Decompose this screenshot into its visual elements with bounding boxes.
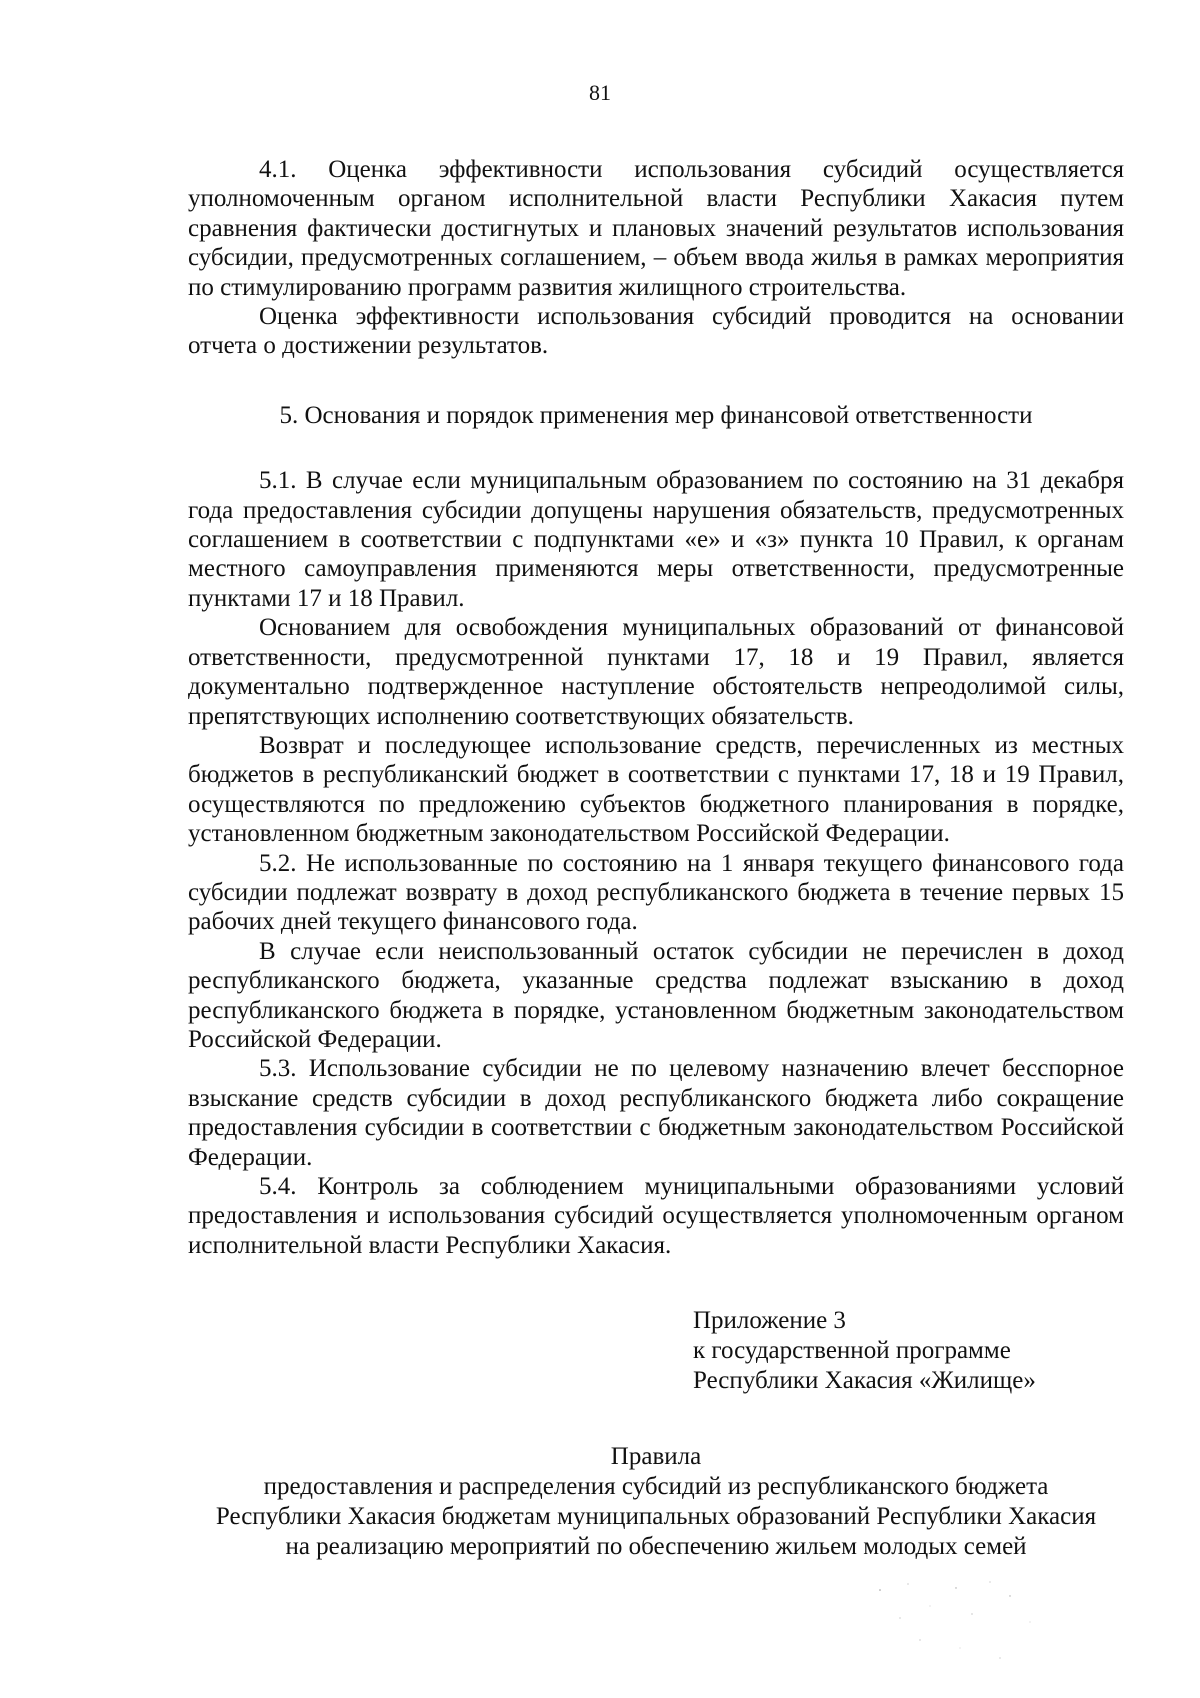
- paragraph-5-2: 5.2. Не использованные по состоянию на 1 января текущего финансового года субсидии подлежат возврату в доход республиканского бюджета в течение первых 15 рабочих дней текущего финансового года.: [188, 849, 1124, 936]
- rules-title-line-3: Республики Хакасия бюджетам муниципальных образований Республики Хакасия: [215, 1503, 1097, 1531]
- document-body: [188, 155, 1124, 1562]
- appendix-line-2: к государственной программе: [693, 1337, 1011, 1365]
- rules-title-line-4: на реализацию мероприятий по обеспечению жильем молодых семей: [285, 1533, 1027, 1561]
- paragraph-unused-balance: В случае если неиспользованный остаток субсидии не перечислен в доход республиканского бюджета, указанные средства подлежат взысканию в доход республиканского бюджета в порядке, установленном бюджетным законодательством Российской Федерации.: [188, 937, 1124, 1053]
- appendix-line-1: Приложение 3: [693, 1307, 846, 1335]
- appendix-line-3: Республики Хакасия «Жилище»: [693, 1367, 1036, 1395]
- paragraph-5-3: 5.3. Использование субсидии не по целевому назначению влечет бесспорное взыскание средств субсидии в доход республиканского бюджета либо сокращение предоставления субсидии в соответствии с бюджетным законодательством Российской Федерации.: [188, 1055, 1124, 1171]
- scan-noise: [860, 1578, 1060, 1668]
- paragraph-4-1: 4.1. Оценка эффективности использования субсидий осуществляется уполномоченным органом исполнительной власти Республики Хакасия путем сравнения фактически достигнутых и плановых значений результатов использования субсидии, предусмотренных соглашением, – объем ввода жилья в рамках мероприятия по стимулированию программ развития жилищного строительства.: [188, 156, 1124, 301]
- paragraph-refund-usage: Возврат и последующее использование средств, перечисленных из местных бюджетов в республиканский бюджет в соответствии с пунктами 17, 18 и 19 Правил, осуществляются по предложению субъектов бюджетного планирования в порядке, установленном бюджетным законодательством Российской Федерации.: [188, 731, 1124, 848]
- rules-title-line-1: Правила: [610, 1443, 702, 1471]
- paragraph-release-from-liability: Основанием для освобождения муниципальных образований от финансовой ответственности, предусмотренной пунктами 17, 18 и 19 Правил, является документально подтвержденное наступление обстоятельств непреодолимой силы, препятствующих исполнению соответствующих обязательств.: [188, 614, 1124, 730]
- page-number: 81: [589, 80, 611, 105]
- section-5-heading: 5. Основания и порядок применения мер финансовой ответственности: [279, 401, 1033, 429]
- appendix-header: [693, 1306, 1124, 1396]
- rules-title-line-2: предоставления и распределения субсидий из республиканского бюджета: [263, 1473, 1049, 1501]
- paragraph-evaluation-basis: Оценка эффективности использования субсидий проводится на основании отчета о достижении результатов.: [188, 303, 1124, 360]
- paragraph-5-4: 5.4. Контроль за соблюдением муниципальными образованиями условий предоставления и использования субсидий осуществляется уполномоченным органом исполнительной власти Республики Хакасия.: [188, 1173, 1124, 1259]
- paragraph-5-1: 5.1. В случае если муниципальным образованием по состоянию на 31 декабря года предоставления субсидии допущены нарушения обязательств, предусмотренных соглашением в соответствии с подпунктами «е» и «з» пункта 10 Правил, к органам местного самоуправления применяются меры ответственности, предусмотренные пунктами 17 и 18 Правил.: [188, 467, 1124, 612]
- rules-title: [188, 1442, 1124, 1562]
